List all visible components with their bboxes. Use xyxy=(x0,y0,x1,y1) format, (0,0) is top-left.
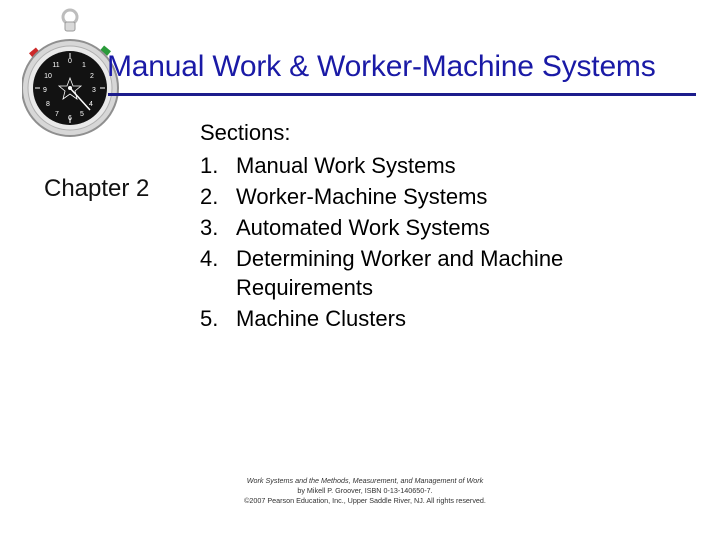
section-label: Machine Clusters xyxy=(236,306,406,331)
section-number: 2. xyxy=(200,184,219,209)
chapter-label: Chapter 2 xyxy=(44,175,150,202)
svg-text:1: 1 xyxy=(82,62,86,69)
section-label: Worker-Machine Systems xyxy=(236,184,488,209)
footer-book-title: Work Systems and the Methods, Measurement, and Management of Work xyxy=(246,476,484,485)
section-item xyxy=(200,304,700,333)
svg-text:9: 9 xyxy=(43,87,47,94)
section-label: Automated Work Systems xyxy=(236,215,490,240)
svg-text:0: 0 xyxy=(68,58,72,65)
section-number: 4. xyxy=(200,246,219,271)
slide-title: Manual Work & Worker-Machine Systems xyxy=(107,50,656,83)
footer-copyright: ©2007 Pearson Education, Inc., Upper Saddle River, NJ. All rights reserved. xyxy=(244,496,486,505)
sections-heading: Sections: xyxy=(200,120,291,145)
sections-block xyxy=(200,118,700,335)
svg-text:7: 7 xyxy=(55,111,59,118)
copyright-footer xyxy=(180,476,550,506)
title-underline xyxy=(108,93,696,96)
svg-text:8: 8 xyxy=(46,101,50,108)
svg-text:4: 4 xyxy=(89,101,93,108)
section-label: Determining Worker and Machine Requirements xyxy=(236,246,564,300)
section-number: 3. xyxy=(200,215,219,240)
svg-text:10: 10 xyxy=(44,73,52,80)
footer-author: by Mikell P. Groover, ISBN 0-13-140650-7. xyxy=(297,486,433,495)
section-label: Manual Work Systems xyxy=(236,153,456,178)
section-item xyxy=(200,182,700,211)
section-number: 1. xyxy=(200,153,219,178)
svg-text:3: 3 xyxy=(92,87,96,94)
svg-text:6: 6 xyxy=(68,115,72,122)
svg-text:11: 11 xyxy=(52,62,60,69)
section-item xyxy=(200,151,700,180)
section-item xyxy=(200,244,700,302)
svg-text:2: 2 xyxy=(90,73,94,80)
sections-list xyxy=(200,151,700,333)
section-item xyxy=(200,213,700,242)
section-number: 5. xyxy=(200,306,219,331)
svg-text:5: 5 xyxy=(80,111,84,118)
